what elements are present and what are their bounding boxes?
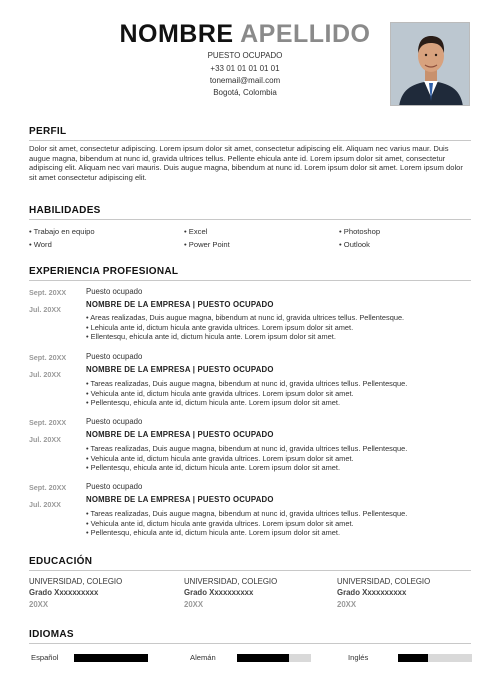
header	[0, 0, 495, 118]
education-entry	[29, 576, 122, 612]
divider	[29, 280, 471, 281]
education-year: 20XX	[184, 600, 204, 609]
job-title: Puesto ocupado	[86, 287, 143, 296]
skill-label: Outlook	[343, 240, 370, 249]
job-company: NOMBRE DE LA EMPRESA | PUESTO OCUPADO	[86, 430, 274, 439]
job-bullet: • Pellentesqu, ehicula ante id, dictum hicula ante. Lorem ipsum dolor sit amet.	[86, 398, 341, 408]
language-name: Inglés	[348, 653, 369, 662]
phone-text: +33 01 01 01 01 01	[210, 64, 280, 73]
job-bullet: • Tareas realizadas, Duis augue magna, bibendum at nunc id, gravida ultrices tellus. Pellentesque.	[86, 379, 408, 388]
skill-item: • Word	[29, 240, 52, 249]
job-bullet: • Tareas realizadas, Duis augue magna, bibendum at nunc id, gravida ultrices tellus. Pellentesque.	[86, 509, 408, 518]
skill-item: • Excel	[184, 227, 208, 236]
first-name: NOMBRE	[119, 20, 234, 48]
job-bullet-list	[86, 509, 407, 538]
job-company: NOMBRE DE LA EMPRESA | PUESTO OCUPADO	[86, 495, 274, 504]
job-bullet-list	[86, 313, 404, 342]
divider	[29, 219, 471, 220]
education-degree: Grado Xxxxxxxxxx	[29, 588, 99, 597]
job-title: Puesto ocupado	[86, 417, 143, 426]
skill-label: Excel	[188, 227, 208, 236]
job-bullet: • Vehicula ante id, dictum hicula ante gravida ultrices. Lorem ipsum dolor sit amet.	[86, 388, 354, 398]
skill-item: • Trabajo en equipo	[29, 227, 95, 236]
location-text: Bogotá, Colombia	[213, 88, 277, 97]
job-bullet: • Ellentesqu, ehicula ante id, dictum hicula ante. Lorem ipsum dolor sit amet.	[86, 332, 336, 342]
education-school: UNIVERSIDAD, COLEGIO	[337, 577, 431, 586]
section-title-education: EDUCACIÓN	[29, 556, 93, 567]
education-school: UNIVERSIDAD, COLEGIO	[184, 577, 278, 586]
last-name: APELLIDO	[240, 20, 371, 48]
job-bullet: • Vehicula ante id, dictum hicula ante gravida ultrices. Lorem ipsum dolor sit amet.	[86, 518, 354, 528]
education-degree: Grado Xxxxxxxxxx	[337, 588, 407, 597]
language-name: Español	[31, 653, 59, 662]
education-entry	[337, 576, 430, 612]
job-bullet: • Areas realizadas, Duis augue magna, bibendum at nunc id, gravida ultrices tellus. Pellentesque.	[86, 313, 405, 322]
section-title-profile: PERFIL	[29, 126, 67, 137]
position-text: PUESTO OCUPADO	[207, 51, 283, 60]
skill-item: • Power Point	[184, 240, 230, 249]
portrait-image	[391, 23, 470, 106]
skill-label: Photoshop	[343, 227, 381, 236]
job-start-date: Sept. 20XX	[29, 353, 67, 362]
language-name: Alemán	[190, 653, 216, 662]
job-bullet: • Tareas realizadas, Duis augue magna, bibendum at nunc id, gravida ultrices tellus. Pellentesque.	[86, 444, 408, 453]
job-bullet-list	[86, 444, 407, 473]
language-level-fill	[74, 654, 148, 662]
section-title-skills: HABILIDADES	[29, 205, 101, 216]
job-company: NOMBRE DE LA EMPRESA | PUESTO OCUPADO	[86, 365, 274, 374]
job-company: NOMBRE DE LA EMPRESA | PUESTO OCUPADO	[86, 300, 274, 309]
profile-text: Dolor sit amet, consectetur adipiscing. Lorem ipsum dolor sit amet, consectetur adipiscing elit. Aliquam nec varius maur. Duis augue magna, bibendum at nunc id, gravida ultrices tellus. Pellente ehicula ante id. Lorem ipsum dolor sit amet, consectetur adipiscing elit. Aliquam nec vari mauris. Duis augue magna, bibendum at nunc id. Lorem ipsum dolor sit amet. Lorem ipsum dolor sit amet consectetur adipiscing elit.	[29, 144, 463, 182]
skill-label: Word	[33, 240, 52, 249]
job-bullet: • Pellentesqu, ehicula ante id, dictum hicula ante. Lorem ipsum dolor sit amet.	[86, 528, 341, 538]
language-level-fill	[237, 654, 289, 662]
section-title-experience: EXPERIENCIA PROFESIONAL	[29, 266, 179, 277]
job-end-date: Jul. 20XX	[29, 370, 61, 379]
divider	[29, 140, 471, 141]
section-title-languages: IDIOMAS	[29, 629, 74, 640]
profile-photo	[390, 22, 470, 106]
email-text: tonemail@mail.com	[209, 76, 281, 85]
job-end-date: Jul. 20XX	[29, 500, 61, 509]
job-end-date: Jul. 20XX	[29, 435, 61, 444]
divider	[29, 570, 471, 571]
language-level-bar	[237, 654, 311, 662]
job-start-date: Sept. 20XX	[29, 483, 67, 492]
job-title: Puesto ocupado	[86, 482, 143, 491]
job-start-date: Sept. 20XX	[29, 418, 67, 427]
language-level-bar	[398, 654, 472, 662]
language-level-bar	[74, 654, 148, 662]
job-start-date: Sept. 20XX	[29, 288, 67, 297]
job-bullet: • Vehicula ante id, dictum hicula ante gravida ultrices. Lorem ipsum dolor sit amet.	[86, 453, 354, 463]
education-degree: Grado Xxxxxxxxxx	[184, 588, 254, 597]
skill-item: • Photoshop	[339, 227, 381, 236]
job-bullet-list	[86, 379, 407, 408]
skill-label: Power Point	[188, 240, 230, 249]
job-bullet: • Lehicula ante id, dictum hicula ante gravida ultrices. Lorem ipsum dolor sit amet.	[86, 322, 354, 332]
education-school: UNIVERSIDAD, COLEGIO	[29, 577, 123, 586]
education-entry	[184, 576, 277, 612]
education-year: 20XX	[29, 600, 49, 609]
language-level-fill	[398, 654, 428, 662]
job-end-date: Jul. 20XX	[29, 305, 61, 314]
skill-item: • Outlook	[339, 240, 370, 249]
skill-label: Trabajo en equipo	[33, 227, 95, 236]
job-title: Puesto ocupado	[86, 352, 143, 361]
divider	[29, 643, 471, 644]
education-year: 20XX	[337, 600, 357, 609]
job-bullet: • Pellentesqu, ehicula ante id, dictum hicula ante. Lorem ipsum dolor sit amet.	[86, 463, 341, 473]
